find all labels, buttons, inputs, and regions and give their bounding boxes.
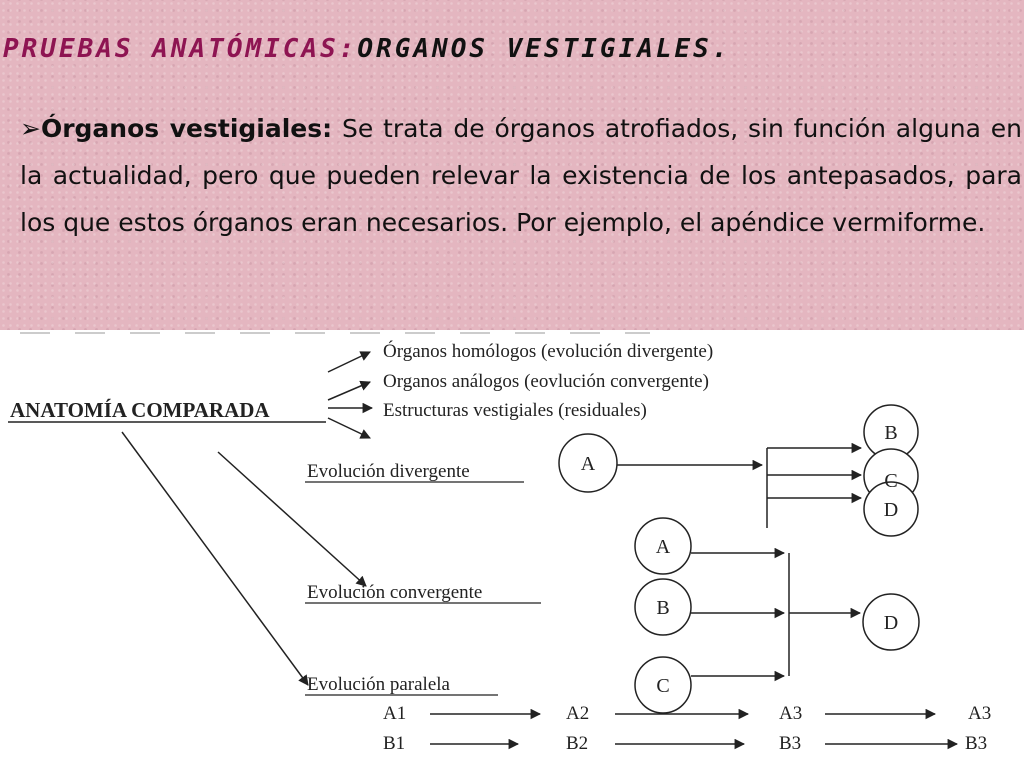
divergent-node-a-label: A [580, 453, 596, 475]
label-evolucion-divergente: Evolución divergente [307, 461, 470, 482]
parallel-row2-item-4: B3 [965, 733, 988, 754]
parallel-row1-item-2: A2 [566, 703, 590, 724]
title-part-2: ORGANOS VESTIGIALES. [357, 34, 731, 64]
arrow-to-paralela [122, 432, 308, 685]
branch-arrow-4 [328, 418, 370, 438]
parallel-row1-item-3: A3 [779, 703, 803, 724]
slide-header-panel [0, 0, 1024, 330]
branch-label-analogous: Organos análogos (eovlución convergente) [383, 371, 709, 392]
branch-arrows [328, 352, 372, 438]
title-part-1: PRUEBAS ANATÓMICAS: [3, 34, 358, 64]
label-evolucion-paralela: Evolución paralela [307, 674, 450, 695]
body-text: Se trata de órganos atrofiados, sin función alguna en la actualidad, pero que pueden relevar la existencia de los antepasados, para los que estos órganos eran necesarios. Por ejemplo, el apéndice vermiforme. [20, 114, 1023, 237]
comparative-anatomy-diagram [0, 330, 1024, 768]
divergent-node-d-label: D [883, 499, 899, 521]
parallel-row2-item-1: B1 [383, 733, 406, 754]
branch-arrow-2 [328, 382, 370, 400]
root-label: ANATOMÍA COMPARADA [10, 398, 270, 422]
parallel-row2-item-2: B2 [566, 733, 589, 754]
convergent-node-d-label: D [883, 612, 899, 634]
label-evolucion-convergente: Evolución convergente [307, 582, 483, 603]
bullet-arrow-icon: ➢ [20, 114, 41, 143]
parallel-arrows [430, 714, 957, 744]
branch-label-vestigial: Estructuras vestigiales (residuales) [383, 400, 647, 421]
parallel-row1-item-4: A3 [968, 703, 992, 724]
convergent-node-c-label: C [656, 675, 670, 697]
divergent-node-c-label: C [884, 470, 898, 492]
divergent-subdiagram [559, 405, 918, 536]
branch-label-homologous: Órganos homólogos (evolución divergente) [383, 341, 714, 362]
convergent-node-b-label: B [656, 597, 670, 619]
convergent-subdiagram [635, 518, 919, 713]
divergent-node-b-label: B [884, 422, 898, 444]
branch-arrow-1 [328, 352, 370, 372]
page-title [3, 34, 731, 64]
convergent-node-a-label: A [655, 536, 671, 558]
parallel-row2-item-3: B3 [779, 733, 802, 754]
body-paragraph [20, 105, 1022, 246]
parallel-row1-item-1: A1 [383, 703, 407, 724]
body-term: Órganos vestigiales: [40, 114, 333, 143]
